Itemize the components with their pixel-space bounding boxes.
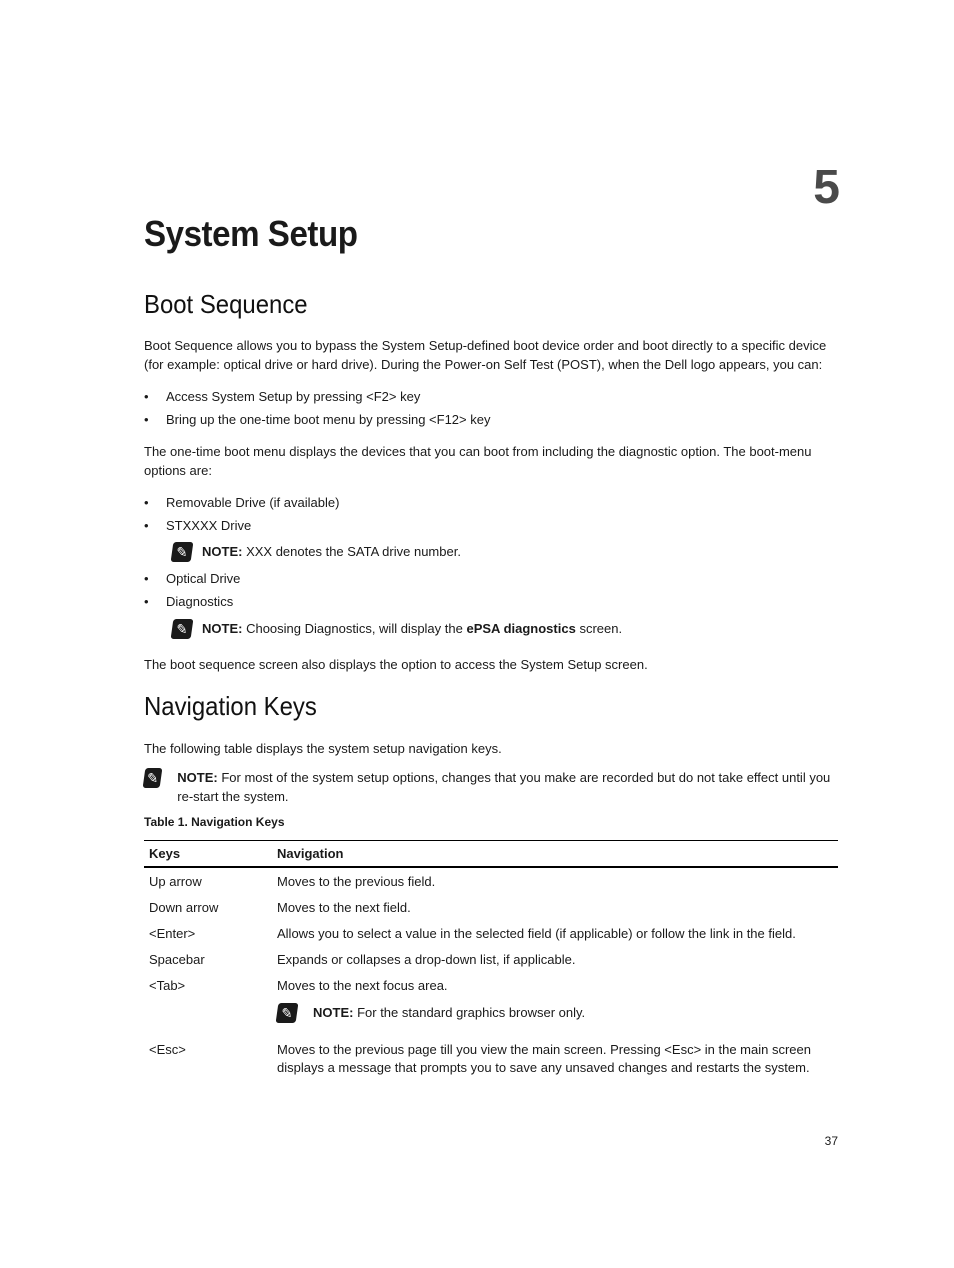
table-caption: Table 1. Navigation Keys <box>144 815 285 829</box>
description-cell: Moves to the previous field. <box>277 874 436 889</box>
chapter-title: System Setup <box>144 213 358 254</box>
list-item: • Bring up the one-time boot menu by pressing <F12> key <box>144 412 491 427</box>
key-cell: <Enter> <box>149 926 196 941</box>
nav-intro-paragraph: The following table displays the system setup navigation keys. <box>144 741 502 756</box>
list-item: • Diagnostics <box>144 594 234 609</box>
list-item: • Access System Setup by pressing <F2> key <box>144 389 421 404</box>
table-row <box>144 972 838 1036</box>
note-diagnostics: ✎ NOTE: Choosing Diagnostics, will display the ePSA diagnostics screen. <box>172 619 622 639</box>
section-heading-boot-sequence: Boot Sequence <box>144 289 308 319</box>
key-cell: Spacebar <box>149 952 205 967</box>
description-cell: Moves to the previous page till you view the main screen. Pressing <Esc> in the main screen displays a message that prompts you to save any unsaved changes and restarts the system. <box>277 1042 811 1075</box>
section-heading-navigation-keys: Navigation Keys <box>144 691 317 721</box>
chapter-number: 5 <box>813 161 840 214</box>
boot-menu-paragraph: The one-time boot menu displays the devices that you can boot from including the diagnostic option. The boot-menu options are: <box>144 444 812 478</box>
tab-description: Moves to the next focus area. <box>277 978 448 993</box>
key-cell: Down arrow <box>149 900 219 915</box>
list-item: • Removable Drive (if available) <box>144 495 340 510</box>
note-pencil-icon: ✎ <box>276 1003 299 1023</box>
note-pencil-icon: ✎ <box>143 768 163 788</box>
note-restart: ✎ NOTE: For most of the system setup options, changes that you make are recorded but do not take effect until you re-start the system. <box>144 768 840 806</box>
description-cell: Expands or collapses a drop-down list, if applicable. <box>277 952 576 967</box>
description-cell: Moves to the next field. <box>277 900 411 915</box>
note-graphics-browser: ✎ NOTE: For the standard graphics browser only. <box>277 1003 833 1023</box>
note-pencil-icon: ✎ <box>171 542 194 562</box>
table-row <box>144 946 838 972</box>
note-sata-drive: ✎ NOTE: XXX denotes the SATA drive number. <box>172 542 461 562</box>
boot-intro-paragraph: Boot Sequence allows you to bypass the System Setup-defined boot device order and boot directly to a specific device (for example: optical drive or hard drive). During the Power-on Self Test (POST), when the Dell logo appears, you can: <box>144 338 827 372</box>
key-cell: <Esc> <box>149 1042 186 1057</box>
table-header-row <box>144 841 838 868</box>
list-item: • STXXXX Drive <box>144 518 252 533</box>
column-header-keys: Keys <box>144 841 272 868</box>
list-item: • Optical Drive <box>144 571 241 586</box>
table-row <box>144 920 838 946</box>
boot-closing-paragraph: The boot sequence screen also displays the option to access the System Setup screen. <box>144 657 648 672</box>
description-cell: Allows you to select a value in the selected field (if applicable) or follow the link in the field. <box>277 926 796 941</box>
table-row <box>144 867 838 894</box>
table-row <box>144 894 838 920</box>
note-pencil-icon: ✎ <box>171 619 194 639</box>
description-cell <box>272 972 838 1036</box>
table-row <box>144 1036 838 1080</box>
key-cell: Up arrow <box>149 874 202 889</box>
page-number: 37 <box>824 1134 838 1148</box>
key-cell: <Tab> <box>149 978 186 993</box>
column-header-navigation: Navigation <box>272 841 838 868</box>
navigation-keys-table <box>144 840 838 1080</box>
